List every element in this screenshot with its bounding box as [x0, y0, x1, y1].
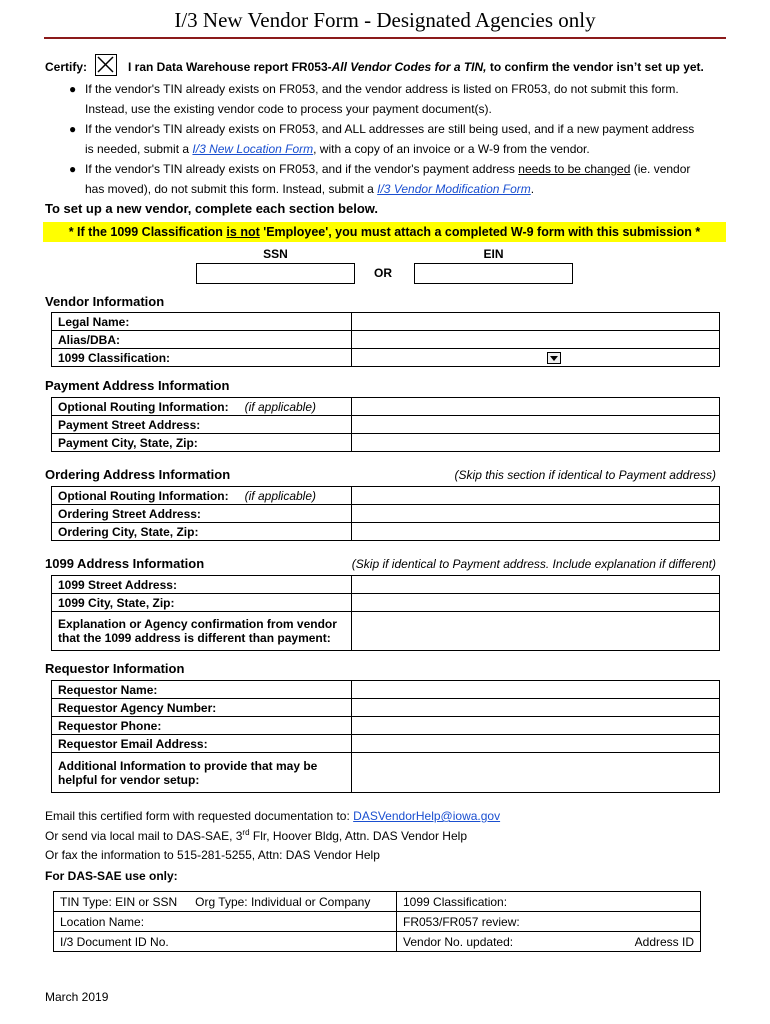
bullet-item: ● If the vendor's TIN already exists on FR053, and ALL addresses are still being used, and if a new payment address is needed, submit a I/3 New Location Form, with a copy of an invoice or a W-9 from the vendor. — [85, 119, 725, 159]
classification-label: 1099 Classification: — [52, 349, 352, 367]
payment-table — [51, 397, 720, 452]
requestor-email-label: Requestor Email Address: — [52, 735, 352, 753]
explanation-field[interactable] — [352, 612, 720, 651]
vendor-modification-form-link[interactable]: I/3 Vendor Modification Form — [377, 182, 531, 196]
addr1099-street-label: 1099 Street Address: — [52, 576, 352, 594]
ordering-street-label: Ordering Street Address: — [52, 505, 352, 523]
legal-name-label: Legal Name: — [52, 313, 352, 331]
if-applicable-note: (if applicable) — [244, 488, 317, 503]
additional-info-field[interactable] — [352, 753, 720, 793]
mail-instruction: Or send via local mail to DAS-SAE, 3rd Flr, Hoover Bldg, Attn. DAS Vendor Help — [45, 828, 467, 843]
address-id-text: Address ID — [634, 934, 694, 949]
new-location-form-link[interactable]: I/3 New Location Form — [192, 142, 314, 156]
addr1099-city-field[interactable] — [352, 594, 720, 612]
footer-date: March 2019 — [45, 990, 109, 1004]
ssn-input[interactable] — [196, 263, 355, 284]
payment-city-field[interactable] — [352, 434, 720, 452]
bullet-icon: ● — [69, 162, 77, 176]
location-name-cell: Location Name: — [54, 912, 397, 932]
tin-org-type-cell — [54, 892, 397, 912]
requestor-phone-label: Requestor Phone: — [52, 717, 352, 735]
payment-routing-label: Optional Routing Information: — [58, 399, 229, 414]
vendor-info-table — [51, 312, 720, 367]
title-divider — [44, 37, 726, 39]
bullet-icon: ● — [69, 122, 77, 136]
requestor-name-label: Requestor Name: — [52, 681, 352, 699]
payment-street-field[interactable] — [352, 416, 720, 434]
das-use-table — [53, 891, 701, 952]
ordering-routing-label: Optional Routing Information: — [58, 488, 229, 503]
addr1099-table — [51, 575, 720, 651]
requestor-email-field[interactable] — [352, 735, 720, 753]
das-vendor-help-email-link[interactable]: DASVendorHelp@iowa.gov — [353, 809, 501, 823]
requestor-agency-field[interactable] — [352, 699, 720, 717]
requestor-agency-label: Requestor Agency Number: — [52, 699, 352, 717]
legal-name-field[interactable] — [352, 313, 720, 331]
addr1099-skip-note: (Skip if identical to Payment address. Include explanation if different) — [351, 557, 716, 571]
dropdown-arrow-icon[interactable] — [547, 352, 561, 364]
ordering-table — [51, 486, 720, 541]
payment-street-label: Payment Street Address: — [52, 416, 352, 434]
payment-heading: Payment Address Information — [45, 378, 230, 393]
bullet-item: ● If the vendor's TIN already exists on FR053, and the vendor address is listed on FR053, do not submit this form. Instead, use the existing vendor code to process your payment document(s). — [85, 79, 725, 119]
payment-city-label: Payment City, State, Zip: — [52, 434, 352, 452]
ordering-city-field[interactable] — [352, 523, 720, 541]
explanation-label: Explanation or Agency confirmation from vendor that the 1099 address is different than payment: — [52, 612, 352, 651]
classification-cell: 1099 Classification: — [397, 892, 701, 912]
alias-dba-label: Alias/DBA: — [52, 331, 352, 349]
addr1099-heading: 1099 Address Information — [45, 556, 205, 571]
das-use-heading: For DAS-SAE use only: — [45, 869, 178, 883]
or-label: OR — [374, 266, 392, 280]
ein-label: EIN — [483, 247, 504, 261]
org-type-text: Org Type: Individual or Company — [195, 894, 371, 909]
tin-type-text: TIN Type: EIN or SSN — [60, 894, 178, 909]
ordering-city-label: Ordering City, State, Zip: — [52, 523, 352, 541]
ordering-heading: Ordering Address Information — [45, 467, 231, 482]
ordering-street-field[interactable] — [352, 505, 720, 523]
requestor-name-field[interactable] — [352, 681, 720, 699]
checkmark-x-icon — [96, 55, 115, 74]
classification-select[interactable] — [352, 349, 720, 367]
ein-input[interactable] — [414, 263, 573, 284]
vendor-updated-cell: Vendor No. updated: Address ID — [397, 932, 701, 952]
bullet-icon: ● — [69, 82, 77, 96]
additional-info-label: Additional Information to provide that may be helpful for vendor setup: — [52, 753, 352, 793]
fax-instruction: Or fax the information to 515-281-5255, Attn: DAS Vendor Help — [45, 848, 380, 862]
ssn-label: SSN — [263, 247, 288, 261]
email-instruction: Email this certified form with requested documentation to: DASVendorHelp@iowa.gov — [45, 809, 501, 823]
review-cell: FR053/FR057 review: — [397, 912, 701, 932]
alias-dba-field[interactable] — [352, 331, 720, 349]
payment-routing-field[interactable] — [352, 398, 720, 416]
if-applicable-note: (if applicable) — [244, 399, 317, 414]
addr1099-street-field[interactable] — [352, 576, 720, 594]
ordering-skip-note: (Skip this section if identical to Payment address) — [454, 468, 716, 482]
requestor-phone-field[interactable] — [352, 717, 720, 735]
setup-heading: To set up a new vendor, complete each section below. — [45, 201, 379, 216]
ordering-routing-field[interactable] — [352, 487, 720, 505]
certify-text: I ran Data Warehouse report FR053-All Vendor Codes for a TIN, to confirm the vendor isn’t set up yet. — [128, 60, 704, 74]
addr1099-city-label: 1099 City, State, Zip: — [52, 594, 352, 612]
page-title: I/3 New Vendor Form - Designated Agencies only — [174, 8, 596, 32]
certify-label: Certify: — [45, 60, 88, 74]
w9-notice: * If the 1099 Classification is not 'Employee', you must attach a completed W-9 form with this submission * — [43, 222, 726, 242]
certify-checkbox[interactable] — [95, 54, 117, 76]
document-id-cell: I/3 Document ID No. — [54, 932, 397, 952]
requestor-table — [51, 680, 720, 793]
bullet-item: ● If the vendor's TIN already exists on FR053, and if the vendor's payment address needs to be changed (ie. vendor has moved), do not submit this form. Instead, submit a I/3 Vendor Modification Form. — [85, 159, 725, 199]
requestor-heading: Requestor Information — [45, 661, 185, 676]
vendor-info-heading: Vendor Information — [45, 294, 165, 309]
